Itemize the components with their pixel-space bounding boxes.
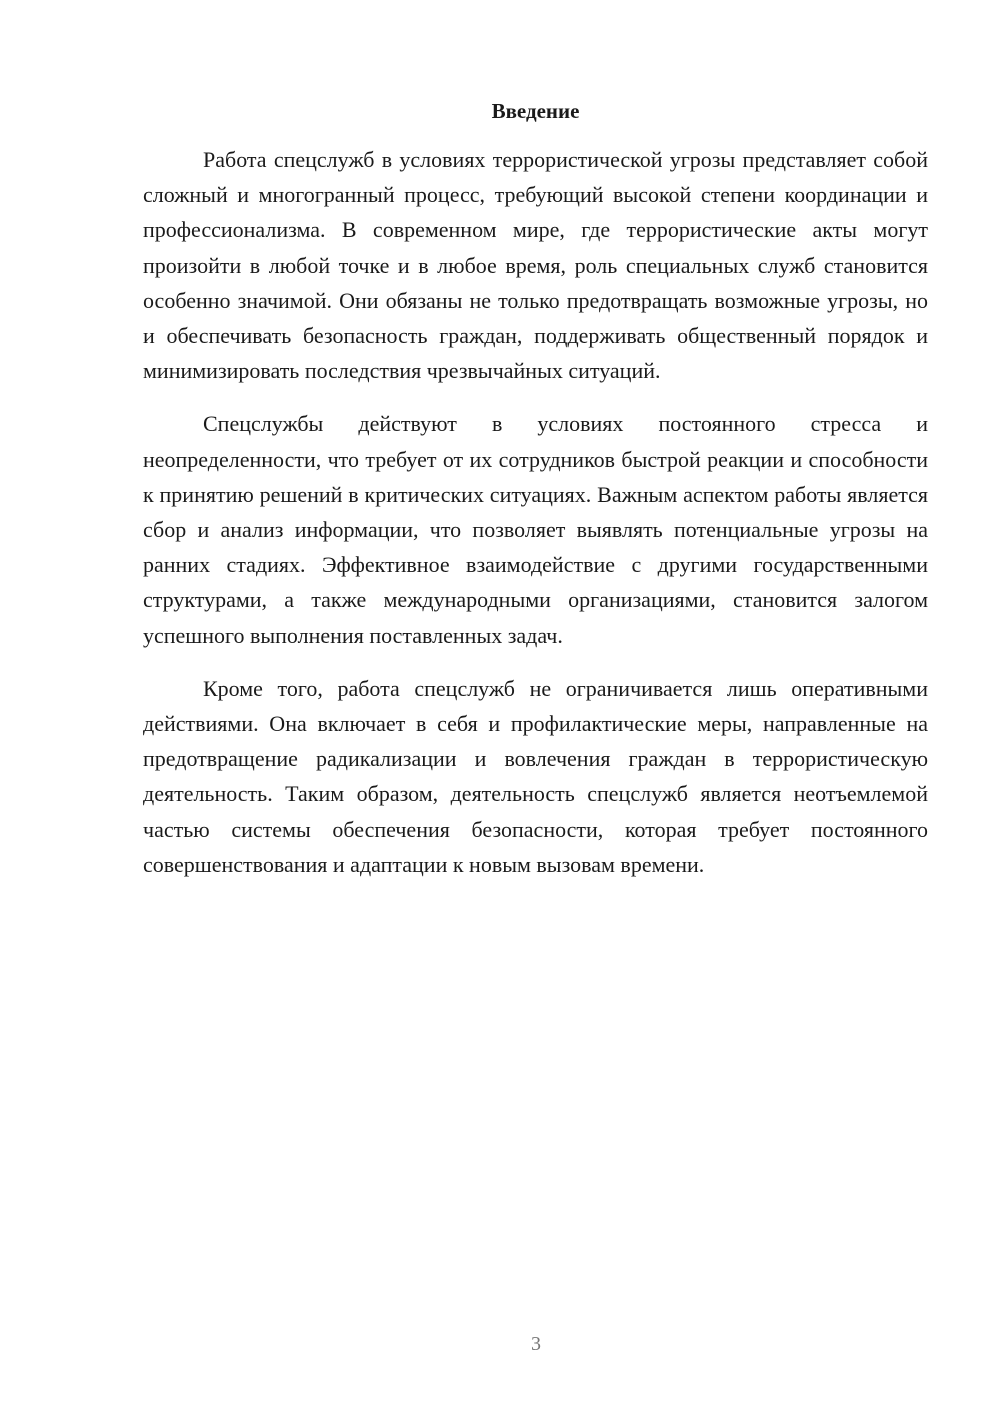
page-number: 3	[531, 1333, 541, 1355]
body-text	[143, 142, 928, 900]
paragraph-1: Работа спецслужб в условиях террористической угрозы представляет собой сложный и многогранный процесс, требующий высокой степени координации и профессионализма. В современном мире, где террористические акты могут произойти в любой точке и в любое время, роль специальных служб становится особенно значимой. Они обязаны не только предотвращать возможные угрозы, но и обеспечивать безопасность граждан, поддерживать общественный порядок и минимизировать последствия чрезвычайных ситуаций.	[143, 147, 928, 384]
paragraph-2: Спецслужбы действуют в условиях постоянного стресса и неопределенности, что требует от их сотрудников быстрой реакции и способности к принятию решений в критических ситуациях. Важным аспектом работы является сбор и анализ информации, что позволяет выявлять потенциальные угрозы на ранних стадиях. Эффективное взаимодействие с другими государственными структурами, а также международными организациями, становится залогом успешного выполнения поставленных задач.	[143, 411, 928, 648]
paragraph-3: Кроме того, работа спецслужб не ограничивается лишь оперативными действиями. Она включает в себя и профилактические меры, направленные на предотвращение радикализации и вовлечения граждан в террористическую деятельность. Таким образом, деятельность спецслужб является неотъемлемой частью системы обеспечения безопасности, которая требует постоянного совершенствования и адаптации к новым вызовам времени.	[143, 675, 928, 877]
page-heading: Введение	[491, 99, 580, 123]
